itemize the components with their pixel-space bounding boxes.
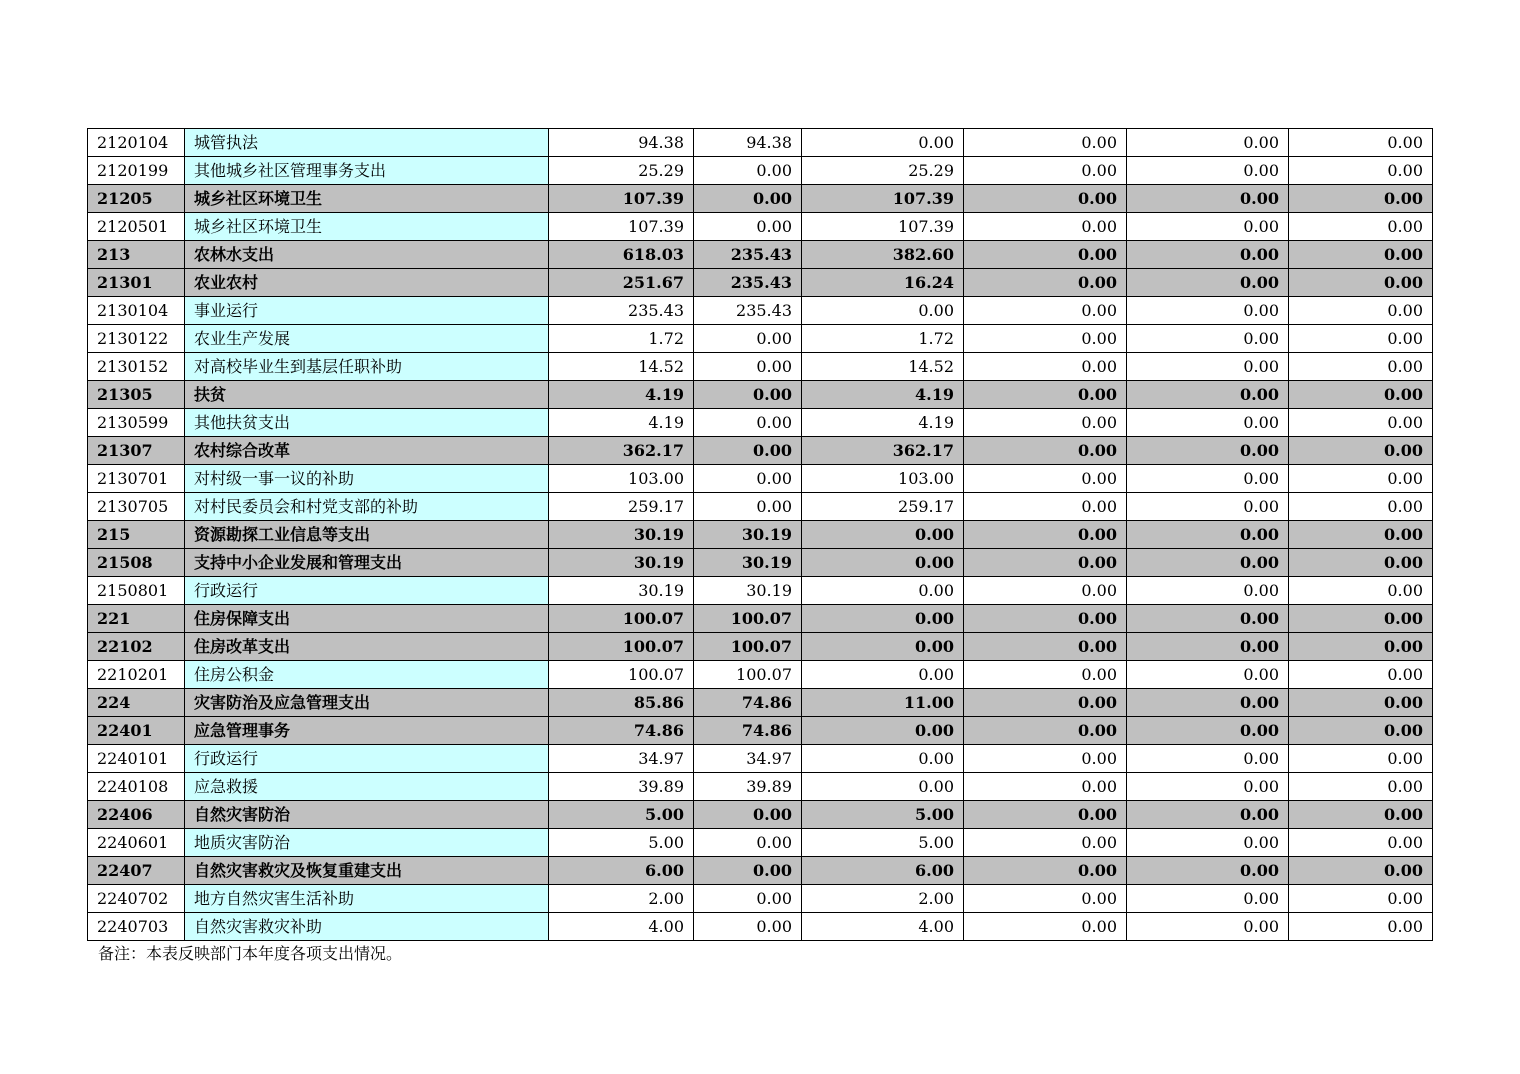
subject-name-cell: 对村民委员会和村党支部的补助 bbox=[185, 493, 549, 521]
amount-cell: 0.00 bbox=[964, 465, 1127, 493]
amount-cell: 0.00 bbox=[1289, 745, 1433, 773]
table-row bbox=[88, 885, 1433, 913]
table-row bbox=[88, 577, 1433, 605]
table-row bbox=[88, 661, 1433, 689]
amount-cell: 30.19 bbox=[549, 521, 694, 549]
subject-code-cell: 2120199 bbox=[88, 157, 185, 185]
amount-cell: 30.19 bbox=[694, 577, 802, 605]
amount-cell: 25.29 bbox=[549, 157, 694, 185]
amount-cell: 39.89 bbox=[549, 773, 694, 801]
amount-cell: 0.00 bbox=[964, 661, 1127, 689]
amount-cell: 0.00 bbox=[1289, 549, 1433, 577]
amount-cell: 235.43 bbox=[694, 297, 802, 325]
amount-cell: 0.00 bbox=[694, 829, 802, 857]
subject-code-cell: 2130122 bbox=[88, 325, 185, 353]
amount-cell: 0.00 bbox=[1127, 773, 1289, 801]
amount-cell: 0.00 bbox=[964, 605, 1127, 633]
amount-cell: 0.00 bbox=[802, 773, 964, 801]
subject-code-cell: 22401 bbox=[88, 717, 185, 745]
table-row bbox=[88, 241, 1433, 269]
amount-cell: 0.00 bbox=[802, 129, 964, 157]
subject-code-cell: 21307 bbox=[88, 437, 185, 465]
amount-cell: 0.00 bbox=[1289, 241, 1433, 269]
amount-cell: 0.00 bbox=[1289, 185, 1433, 213]
amount-cell: 0.00 bbox=[802, 745, 964, 773]
amount-cell: 0.00 bbox=[1289, 773, 1433, 801]
table-row bbox=[88, 801, 1433, 829]
amount-cell: 0.00 bbox=[694, 437, 802, 465]
table-row bbox=[88, 605, 1433, 633]
amount-cell: 0.00 bbox=[1289, 577, 1433, 605]
amount-cell: 0.00 bbox=[964, 745, 1127, 773]
amount-cell: 362.17 bbox=[802, 437, 964, 465]
subject-code-cell: 2130104 bbox=[88, 297, 185, 325]
subject-code-cell: 2240702 bbox=[88, 885, 185, 913]
amount-cell: 0.00 bbox=[964, 381, 1127, 409]
amount-cell: 107.39 bbox=[802, 185, 964, 213]
amount-cell: 0.00 bbox=[1127, 549, 1289, 577]
amount-cell: 0.00 bbox=[964, 829, 1127, 857]
table-row bbox=[88, 353, 1433, 381]
amount-cell: 107.39 bbox=[549, 185, 694, 213]
amount-cell: 1.72 bbox=[549, 325, 694, 353]
subject-code-cell: 2150801 bbox=[88, 577, 185, 605]
subject-name-cell: 行政运行 bbox=[185, 745, 549, 773]
subject-name-cell: 行政运行 bbox=[185, 577, 549, 605]
amount-cell: 0.00 bbox=[964, 241, 1127, 269]
subject-code-cell: 21508 bbox=[88, 549, 185, 577]
subject-name-cell: 对高校毕业生到基层任职补助 bbox=[185, 353, 549, 381]
amount-cell: 0.00 bbox=[694, 801, 802, 829]
table-row bbox=[88, 213, 1433, 241]
amount-cell: 0.00 bbox=[1127, 885, 1289, 913]
subject-code-cell: 215 bbox=[88, 521, 185, 549]
amount-cell: 0.00 bbox=[964, 521, 1127, 549]
amount-cell: 0.00 bbox=[1127, 241, 1289, 269]
amount-cell: 85.86 bbox=[549, 689, 694, 717]
subject-name-cell: 自然灾害救灾及恢复重建支出 bbox=[185, 857, 549, 885]
table-row bbox=[88, 717, 1433, 745]
amount-cell: 0.00 bbox=[1127, 829, 1289, 857]
table-row bbox=[88, 857, 1433, 885]
amount-cell: 14.52 bbox=[802, 353, 964, 381]
subject-code-cell: 2240108 bbox=[88, 773, 185, 801]
amount-cell: 16.24 bbox=[802, 269, 964, 297]
table-row bbox=[88, 689, 1433, 717]
amount-cell: 107.39 bbox=[549, 213, 694, 241]
amount-cell: 0.00 bbox=[694, 885, 802, 913]
amount-cell: 0.00 bbox=[802, 661, 964, 689]
amount-cell: 0.00 bbox=[964, 857, 1127, 885]
amount-cell: 0.00 bbox=[1127, 437, 1289, 465]
amount-cell: 0.00 bbox=[802, 549, 964, 577]
amount-cell: 0.00 bbox=[1127, 913, 1289, 941]
amount-cell: 0.00 bbox=[1289, 633, 1433, 661]
subject-name-cell: 城乡社区环境卫生 bbox=[185, 213, 549, 241]
amount-cell: 0.00 bbox=[1289, 353, 1433, 381]
amount-cell: 0.00 bbox=[964, 577, 1127, 605]
amount-cell: 14.52 bbox=[549, 353, 694, 381]
subject-name-cell: 灾害防治及应急管理支出 bbox=[185, 689, 549, 717]
subject-name-cell: 对村级一事一议的补助 bbox=[185, 465, 549, 493]
amount-cell: 0.00 bbox=[1289, 857, 1433, 885]
amount-cell: 0.00 bbox=[964, 409, 1127, 437]
amount-cell: 0.00 bbox=[964, 213, 1127, 241]
amount-cell: 0.00 bbox=[964, 689, 1127, 717]
amount-cell: 5.00 bbox=[802, 801, 964, 829]
amount-cell: 0.00 bbox=[1127, 633, 1289, 661]
amount-cell: 2.00 bbox=[802, 885, 964, 913]
amount-cell: 0.00 bbox=[1289, 689, 1433, 717]
subject-name-cell: 应急救援 bbox=[185, 773, 549, 801]
amount-cell: 0.00 bbox=[1127, 857, 1289, 885]
subject-name-cell: 住房改革支出 bbox=[185, 633, 549, 661]
amount-cell: 0.00 bbox=[1127, 213, 1289, 241]
amount-cell: 0.00 bbox=[964, 185, 1127, 213]
amount-cell: 0.00 bbox=[964, 801, 1127, 829]
amount-cell: 0.00 bbox=[1289, 381, 1433, 409]
amount-cell: 100.07 bbox=[694, 633, 802, 661]
amount-cell: 0.00 bbox=[1127, 493, 1289, 521]
amount-cell: 0.00 bbox=[1289, 829, 1433, 857]
amount-cell: 0.00 bbox=[964, 773, 1127, 801]
subject-name-cell: 农村综合改革 bbox=[185, 437, 549, 465]
amount-cell: 0.00 bbox=[964, 493, 1127, 521]
amount-cell: 0.00 bbox=[1127, 157, 1289, 185]
amount-cell: 0.00 bbox=[964, 885, 1127, 913]
amount-cell: 0.00 bbox=[1127, 185, 1289, 213]
subject-name-cell: 其他城乡社区管理事务支出 bbox=[185, 157, 549, 185]
amount-cell: 100.07 bbox=[549, 605, 694, 633]
amount-cell: 107.39 bbox=[802, 213, 964, 241]
amount-cell: 4.00 bbox=[802, 913, 964, 941]
subject-code-cell: 21301 bbox=[88, 269, 185, 297]
amount-cell: 0.00 bbox=[964, 157, 1127, 185]
amount-cell: 0.00 bbox=[1289, 157, 1433, 185]
amount-cell: 0.00 bbox=[964, 297, 1127, 325]
table-row bbox=[88, 297, 1433, 325]
amount-cell: 0.00 bbox=[1127, 801, 1289, 829]
amount-cell: 0.00 bbox=[1289, 801, 1433, 829]
amount-cell: 0.00 bbox=[1127, 353, 1289, 381]
amount-cell: 34.97 bbox=[694, 745, 802, 773]
amount-cell: 0.00 bbox=[694, 353, 802, 381]
amount-cell: 4.19 bbox=[549, 409, 694, 437]
amount-cell: 0.00 bbox=[694, 857, 802, 885]
amount-cell: 0.00 bbox=[1289, 325, 1433, 353]
subject-code-cell: 22406 bbox=[88, 801, 185, 829]
subject-name-cell: 城乡社区环境卫生 bbox=[185, 185, 549, 213]
subject-code-cell: 2130701 bbox=[88, 465, 185, 493]
amount-cell: 0.00 bbox=[964, 549, 1127, 577]
subject-name-cell: 住房公积金 bbox=[185, 661, 549, 689]
amount-cell: 0.00 bbox=[964, 353, 1127, 381]
amount-cell: 30.19 bbox=[694, 549, 802, 577]
amount-cell: 0.00 bbox=[1289, 213, 1433, 241]
amount-cell: 362.17 bbox=[549, 437, 694, 465]
amount-cell: 382.60 bbox=[802, 241, 964, 269]
amount-cell: 0.00 bbox=[964, 717, 1127, 745]
amount-cell: 0.00 bbox=[1127, 269, 1289, 297]
amount-cell: 0.00 bbox=[802, 577, 964, 605]
subject-code-cell: 2120104 bbox=[88, 129, 185, 157]
subject-code-cell: 22102 bbox=[88, 633, 185, 661]
table-row bbox=[88, 465, 1433, 493]
amount-cell: 11.00 bbox=[802, 689, 964, 717]
subject-code-cell: 213 bbox=[88, 241, 185, 269]
amount-cell: 100.07 bbox=[694, 605, 802, 633]
amount-cell: 0.00 bbox=[1127, 521, 1289, 549]
subject-code-cell: 2130152 bbox=[88, 353, 185, 381]
subject-name-cell: 自然灾害防治 bbox=[185, 801, 549, 829]
subject-name-cell: 自然灾害救灾补助 bbox=[185, 913, 549, 941]
subject-code-cell: 2130599 bbox=[88, 409, 185, 437]
subject-name-cell: 地方自然灾害生活补助 bbox=[185, 885, 549, 913]
amount-cell: 0.00 bbox=[1289, 129, 1433, 157]
amount-cell: 0.00 bbox=[694, 325, 802, 353]
subject-name-cell: 城管执法 bbox=[185, 129, 549, 157]
amount-cell: 251.67 bbox=[549, 269, 694, 297]
amount-cell: 0.00 bbox=[694, 409, 802, 437]
amount-cell: 94.38 bbox=[694, 129, 802, 157]
subject-code-cell: 2240601 bbox=[88, 829, 185, 857]
subject-code-cell: 22407 bbox=[88, 857, 185, 885]
amount-cell: 0.00 bbox=[1289, 409, 1433, 437]
amount-cell: 100.07 bbox=[549, 633, 694, 661]
amount-cell: 74.86 bbox=[549, 717, 694, 745]
amount-cell: 259.17 bbox=[802, 493, 964, 521]
amount-cell: 39.89 bbox=[694, 773, 802, 801]
amount-cell: 0.00 bbox=[1289, 605, 1433, 633]
amount-cell: 0.00 bbox=[964, 633, 1127, 661]
amount-cell: 5.00 bbox=[802, 829, 964, 857]
amount-cell: 0.00 bbox=[694, 465, 802, 493]
subject-name-cell: 其他扶贫支出 bbox=[185, 409, 549, 437]
amount-cell: 6.00 bbox=[802, 857, 964, 885]
amount-cell: 0.00 bbox=[1127, 577, 1289, 605]
amount-cell: 0.00 bbox=[802, 297, 964, 325]
table-row bbox=[88, 745, 1433, 773]
subject-code-cell: 2130705 bbox=[88, 493, 185, 521]
amount-cell: 0.00 bbox=[1127, 381, 1289, 409]
amount-cell: 0.00 bbox=[1289, 717, 1433, 745]
table-row bbox=[88, 269, 1433, 297]
footnote: 备注：本表反映部门本年度各项支出情况。 bbox=[98, 944, 403, 963]
subject-name-cell: 住房保障支出 bbox=[185, 605, 549, 633]
amount-cell: 235.43 bbox=[694, 241, 802, 269]
table-row bbox=[88, 157, 1433, 185]
amount-cell: 0.00 bbox=[1289, 297, 1433, 325]
amount-cell: 0.00 bbox=[1289, 885, 1433, 913]
amount-cell: 0.00 bbox=[694, 185, 802, 213]
subject-name-cell: 农业农村 bbox=[185, 269, 549, 297]
amount-cell: 0.00 bbox=[1127, 717, 1289, 745]
amount-cell: 0.00 bbox=[1289, 437, 1433, 465]
amount-cell: 0.00 bbox=[1289, 493, 1433, 521]
table-row bbox=[88, 549, 1433, 577]
table-row bbox=[88, 381, 1433, 409]
amount-cell: 0.00 bbox=[1127, 297, 1289, 325]
amount-cell: 5.00 bbox=[549, 801, 694, 829]
amount-cell: 1.72 bbox=[802, 325, 964, 353]
amount-cell: 0.00 bbox=[694, 213, 802, 241]
amount-cell: 0.00 bbox=[1127, 745, 1289, 773]
table-row bbox=[88, 493, 1433, 521]
amount-cell: 30.19 bbox=[694, 521, 802, 549]
amount-cell: 0.00 bbox=[1127, 465, 1289, 493]
amount-cell: 30.19 bbox=[549, 549, 694, 577]
amount-cell: 2.00 bbox=[549, 885, 694, 913]
subject-code-cell: 2240101 bbox=[88, 745, 185, 773]
table-row bbox=[88, 829, 1433, 857]
amount-cell: 235.43 bbox=[549, 297, 694, 325]
table-row bbox=[88, 633, 1433, 661]
amount-cell: 0.00 bbox=[1127, 661, 1289, 689]
amount-cell: 100.07 bbox=[694, 661, 802, 689]
subject-name-cell: 农业生产发展 bbox=[185, 325, 549, 353]
amount-cell: 0.00 bbox=[1289, 521, 1433, 549]
amount-cell: 103.00 bbox=[802, 465, 964, 493]
subject-code-cell: 221 bbox=[88, 605, 185, 633]
amount-cell: 0.00 bbox=[964, 913, 1127, 941]
amount-cell: 0.00 bbox=[964, 437, 1127, 465]
budget-table bbox=[87, 128, 1433, 941]
table-row bbox=[88, 185, 1433, 213]
amount-cell: 618.03 bbox=[549, 241, 694, 269]
amount-cell: 0.00 bbox=[1289, 661, 1433, 689]
table-row bbox=[88, 913, 1433, 941]
amount-cell: 0.00 bbox=[1289, 913, 1433, 941]
table-row bbox=[88, 325, 1433, 353]
amount-cell: 74.86 bbox=[694, 689, 802, 717]
amount-cell: 0.00 bbox=[1127, 325, 1289, 353]
amount-cell: 0.00 bbox=[1127, 409, 1289, 437]
amount-cell: 94.38 bbox=[549, 129, 694, 157]
amount-cell: 0.00 bbox=[694, 381, 802, 409]
table-row bbox=[88, 409, 1433, 437]
amount-cell: 30.19 bbox=[549, 577, 694, 605]
subject-code-cell: 2120501 bbox=[88, 213, 185, 241]
amount-cell: 4.00 bbox=[549, 913, 694, 941]
amount-cell: 0.00 bbox=[694, 157, 802, 185]
amount-cell: 5.00 bbox=[549, 829, 694, 857]
amount-cell: 0.00 bbox=[964, 269, 1127, 297]
table-row bbox=[88, 437, 1433, 465]
subject-code-cell: 21305 bbox=[88, 381, 185, 409]
amount-cell: 0.00 bbox=[1127, 129, 1289, 157]
amount-cell: 0.00 bbox=[802, 717, 964, 745]
amount-cell: 0.00 bbox=[964, 325, 1127, 353]
amount-cell: 0.00 bbox=[1127, 689, 1289, 717]
subject-code-cell: 2240703 bbox=[88, 913, 185, 941]
subject-name-cell: 事业运行 bbox=[185, 297, 549, 325]
subject-name-cell: 支持中小企业发展和管理支出 bbox=[185, 549, 549, 577]
subject-name-cell: 资源勘探工业信息等支出 bbox=[185, 521, 549, 549]
amount-cell: 235.43 bbox=[694, 269, 802, 297]
amount-cell: 6.00 bbox=[549, 857, 694, 885]
amount-cell: 74.86 bbox=[694, 717, 802, 745]
amount-cell: 25.29 bbox=[802, 157, 964, 185]
subject-code-cell: 21205 bbox=[88, 185, 185, 213]
amount-cell: 100.07 bbox=[549, 661, 694, 689]
subject-name-cell: 扶贫 bbox=[185, 381, 549, 409]
amount-cell: 4.19 bbox=[549, 381, 694, 409]
amount-cell: 4.19 bbox=[802, 409, 964, 437]
table-row bbox=[88, 129, 1433, 157]
amount-cell: 34.97 bbox=[549, 745, 694, 773]
subject-code-cell: 2210201 bbox=[88, 661, 185, 689]
amount-cell: 0.00 bbox=[694, 913, 802, 941]
subject-name-cell: 农林水支出 bbox=[185, 241, 549, 269]
amount-cell: 0.00 bbox=[1127, 605, 1289, 633]
amount-cell: 0.00 bbox=[802, 605, 964, 633]
amount-cell: 0.00 bbox=[694, 493, 802, 521]
table-row bbox=[88, 521, 1433, 549]
amount-cell: 0.00 bbox=[802, 633, 964, 661]
subject-name-cell: 地质灾害防治 bbox=[185, 829, 549, 857]
amount-cell: 0.00 bbox=[1289, 465, 1433, 493]
amount-cell: 259.17 bbox=[549, 493, 694, 521]
table-body bbox=[88, 129, 1433, 941]
amount-cell: 0.00 bbox=[1289, 269, 1433, 297]
amount-cell: 0.00 bbox=[964, 129, 1127, 157]
amount-cell: 103.00 bbox=[549, 465, 694, 493]
subject-code-cell: 224 bbox=[88, 689, 185, 717]
table-row bbox=[88, 773, 1433, 801]
amount-cell: 0.00 bbox=[802, 521, 964, 549]
amount-cell: 4.19 bbox=[802, 381, 964, 409]
subject-name-cell: 应急管理事务 bbox=[185, 717, 549, 745]
